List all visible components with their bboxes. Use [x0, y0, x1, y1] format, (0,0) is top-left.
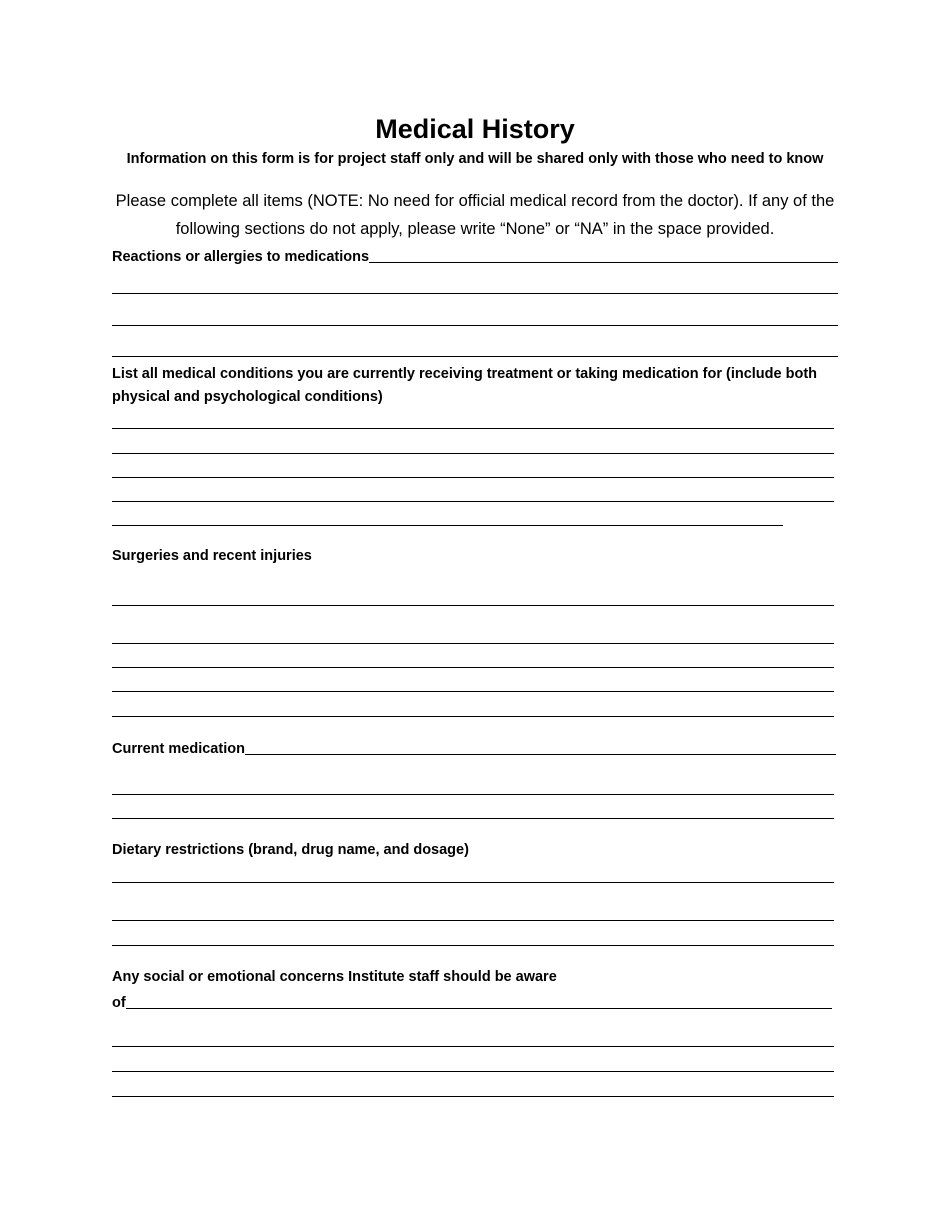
- dietary-answer-line[interactable]: [112, 920, 834, 921]
- allergies-answer-line[interactable]: [112, 356, 838, 357]
- surgeries-answer-line[interactable]: [112, 605, 834, 606]
- allergies-line[interactable]: [369, 248, 838, 263]
- medication-line[interactable]: [245, 740, 836, 755]
- concerns-answer-line[interactable]: [112, 1046, 834, 1047]
- medication-answer-line[interactable]: [112, 818, 834, 819]
- allergies-field[interactable]: [112, 244, 838, 266]
- page-title: Medical History: [375, 114, 575, 144]
- medication-label: Current medication: [112, 741, 245, 757]
- medication-field[interactable]: [112, 736, 836, 758]
- conditions-answer-line[interactable]: [112, 428, 834, 429]
- conditions-answer-line[interactable]: [112, 477, 834, 478]
- medication-answer-line[interactable]: [112, 794, 834, 795]
- conditions-label: List all medical conditions you are currently receiving treatment or taking medication for (include both physical and psychological conditions): [112, 366, 817, 405]
- confidentiality-notice: Information on this form is for project staff only and will be shared only with those who need to know: [126, 151, 824, 167]
- surgeries-label: Surgeries and recent injuries: [112, 548, 312, 564]
- surgeries-answer-line[interactable]: [112, 691, 834, 692]
- concerns-label: Any social or emotional concerns Institute staff should be aware: [112, 969, 557, 985]
- allergies-label: Reactions or allergies to medications: [112, 249, 370, 265]
- conditions-answer-line[interactable]: [112, 501, 834, 502]
- surgeries-answer-line[interactable]: [112, 667, 834, 668]
- dietary-label: Dietary restrictions (brand, drug name, and dosage): [112, 842, 469, 858]
- allergies-answer-line[interactable]: [112, 293, 838, 294]
- concerns-answer-line[interactable]: [112, 1096, 834, 1097]
- concerns-field[interactable]: [112, 990, 832, 1012]
- dietary-answer-line[interactable]: [112, 945, 834, 946]
- concerns-answer-line[interactable]: [112, 1071, 834, 1072]
- concerns-label-end: of: [112, 995, 126, 1011]
- conditions-answer-line[interactable]: [112, 453, 834, 454]
- allergies-answer-line[interactable]: [112, 325, 838, 326]
- surgeries-answer-line[interactable]: [112, 716, 834, 717]
- conditions-answer-line[interactable]: [112, 525, 783, 526]
- dietary-answer-line[interactable]: [112, 882, 834, 883]
- surgeries-answer-line[interactable]: [112, 643, 834, 644]
- instructions: Please complete all items (NOTE: No need for official medical record from the doctor). If any of the following sections do not apply, please write “None” or “NA” in the space provided.: [115, 192, 835, 238]
- concerns-line[interactable]: [126, 994, 832, 1009]
